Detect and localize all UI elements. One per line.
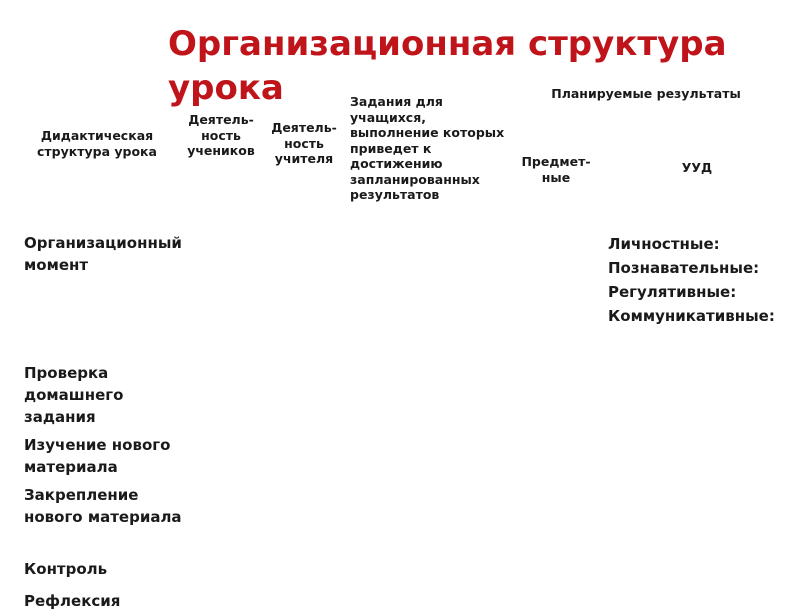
uud-item-cognitive: Познавательные: [608,259,760,277]
header-student-activity: Деятель-ность учеников [187,112,255,158]
header-uud: УУД [681,160,713,175]
row-new-material: Изучение нового материала [24,436,171,476]
row-homework-check: Проверка домашнего задания [24,364,124,426]
header-tasks: Задания для учащихся, выполнение которых приведет к достижению запланированных результатов [350,94,505,202]
slide-title: Организационная структура урока [168,24,727,108]
row-reflection: Рефлексия [24,592,121,610]
uud-item-regulatory: Регулятивные: [608,283,737,301]
row-control: Контроль [24,560,108,578]
header-planned-results: Планируемые результаты [551,86,741,101]
row-consolidation: Закрепление нового материала [24,486,182,526]
header-subject-results: Предмет-ные [521,154,591,185]
row-organizational-moment: Организационный момент [24,234,182,274]
header-teacher-activity: Деятель-ность учителя [271,120,337,166]
uud-item-personal: Личностные: [608,235,720,253]
header-didactic-structure: Дидактическая структура урока [37,128,157,159]
uud-item-communicative: Коммуникативные: [608,307,775,325]
uud-list [608,232,792,328]
